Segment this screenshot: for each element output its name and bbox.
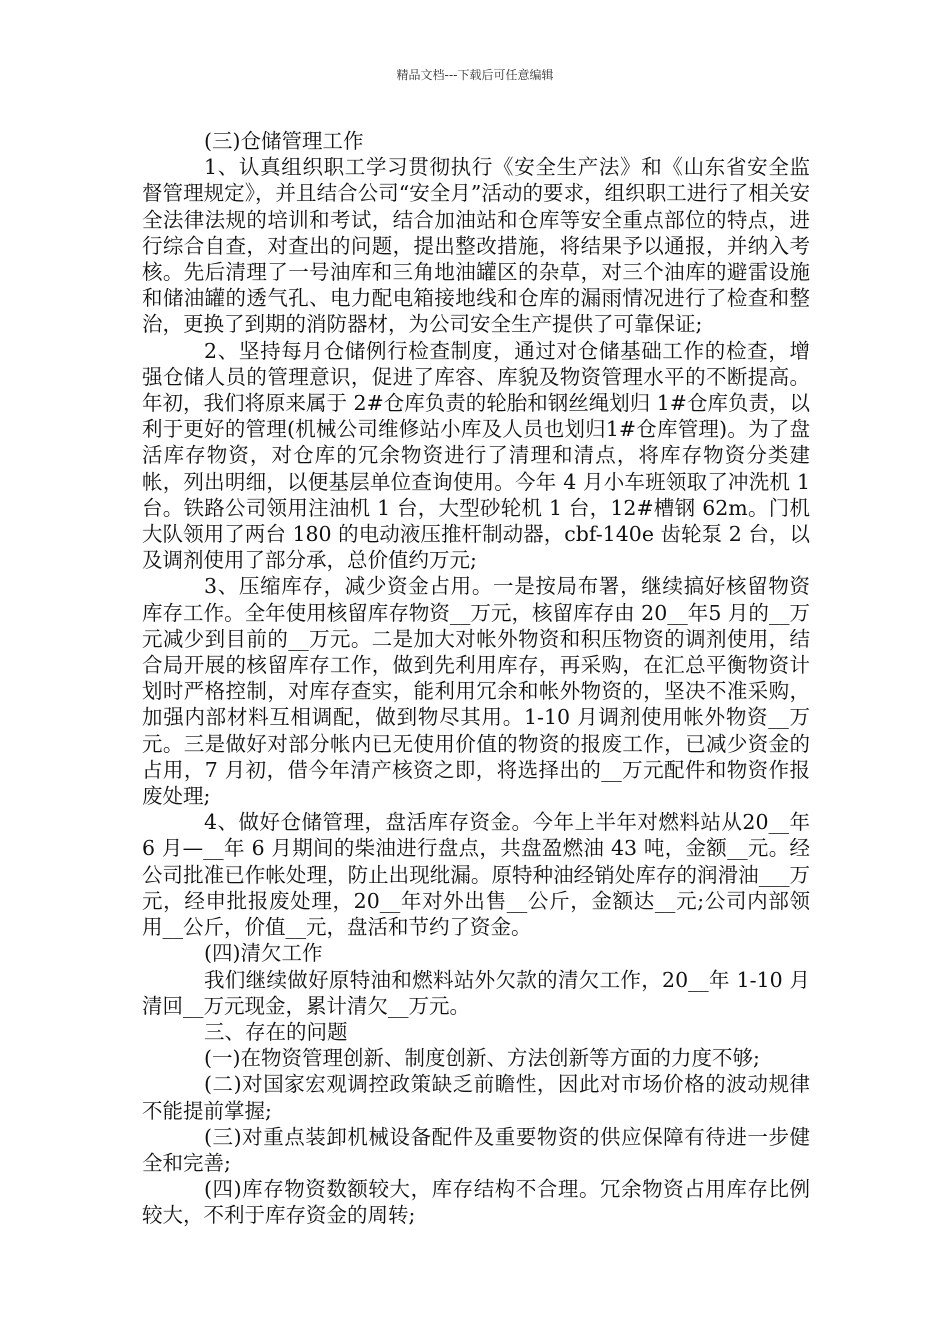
- paragraph-item-1: 1、认真组织职工学习贯彻执行《安全生产法》和《山东省安全监督管理规定》，并且结合公司“安全月”活动的要求，组织职工进行了相关安全法律法规的培训和考试，结合加油站和仓库等安全重点部位的特点，进行综合自查，对查出的问题，提出整改措施，将结果予以通报，并纳入考核。先后清理了一号油库和三角地油罐区的杂草，对三个油库的避雷设施和储油罐的透气孔、电力配电箱接地线和仓库的漏雨情况进行了检查和整治，更换了到期的消防器材，为公司安全生产提供了可靠保证;: [142, 155, 810, 337]
- problem-item-4: (四)库存物资数额较大，库存结构不合理。冗余物资占用库存比例较大，不利于库存资金的周转;: [142, 1177, 810, 1228]
- problem-item-2: (二)对国家宏观调控政策缺乏前瞻性，因此对市场价格的波动规律不能提前掌握;: [142, 1072, 810, 1123]
- page-header: 精品文档---下载后可任意编辑: [396, 68, 554, 82]
- section-heading-warehouse: (三)仓储管理工作: [204, 129, 364, 153]
- paragraph-debt: 我们继续做好原特油和燃料站外欠款的清欠工作，20__年 1-10 月清回__万元现金，累计清欠__万元。: [142, 967, 810, 1018]
- paragraph-item-3: 3、压缩库存，减少资金占用。一是按局布署，继续搞好核留物资库存工作。全年使用核留库存物资__万元，核留库存由 20__年5 月的__万元减少到目前的__万元。二是加大对帐外物资和积压物资的调剂使用，结合局开展的核留库存工作，做到先利用库存，再采购，在汇总平衡物资计划时严格控制，对库存查实，能利用冗余和帐外物资的，坚决不准采购，加强内部材料互相调配，做到物尽其用。1-10 月调剂使用帐外物资__万元。三是做好对部分帐内已无使用价值的物资的报废工作，已减少资金的占用，7 月初，借今年清产核资之即，将选择出的__万元配件和物资作报废处理;: [142, 574, 810, 809]
- paragraph-item-2: 2、坚持每月仓储例行检查制度，通过对仓储基础工作的检查，增强仓储人员的管理意识，促进了库容、库貌及物资管理水平的不断提高。年初，我们将原来属于 2#仓库负责的轮胎和钢丝绳划归 1#仓库负责，以利于更好的管理(机械公司维修站小库及人员也划归1#仓库管理)。为了盘活库存物资，对仓库的冗余物资进行了清理和清点，将库存物资分类建帐，列出明细，以便基层单位查询使用。今年 4 月小车班领取了冲洗机 1 台。铁路公司领用注油机 1 台，大型砂轮机 1 台，12#槽钢 62m。门机大队领用了两台 180 的电动液压推杆制动器，cbf-140e 齿轮泵 2 台，以及调剂使用了部分承，总价值约万元;: [142, 338, 810, 573]
- document-body: [142, 128, 810, 1229]
- paragraph-item-4: 4、做好仓储管理，盘活库存资金。今年上半年对燃料站从20__年 6 月—__年 6 月期间的柴油进行盘点，共盘盈燃油 43 吨，金额__元。经公司批准已作帐处理，防止出现纰漏。原特种油经销处库存的润滑油___万元，经申批报废处理，20__年对外出售__公斤，金额达__元;公司内部领用__公斤，价值__元，盘活和节约了资金。: [142, 810, 810, 940]
- section-heading-debt: (四)清欠工作: [204, 941, 323, 966]
- problem-item-1: (一)在物资管理创新、制度创新、方法创新等方面的力度不够;: [204, 1046, 760, 1071]
- section-heading-problems: 三、存在的问题: [204, 1019, 348, 1044]
- problem-item-3: (三)对重点装卸机械设备配件及重要物资的供应保障有待进一步健全和完善;: [142, 1124, 810, 1175]
